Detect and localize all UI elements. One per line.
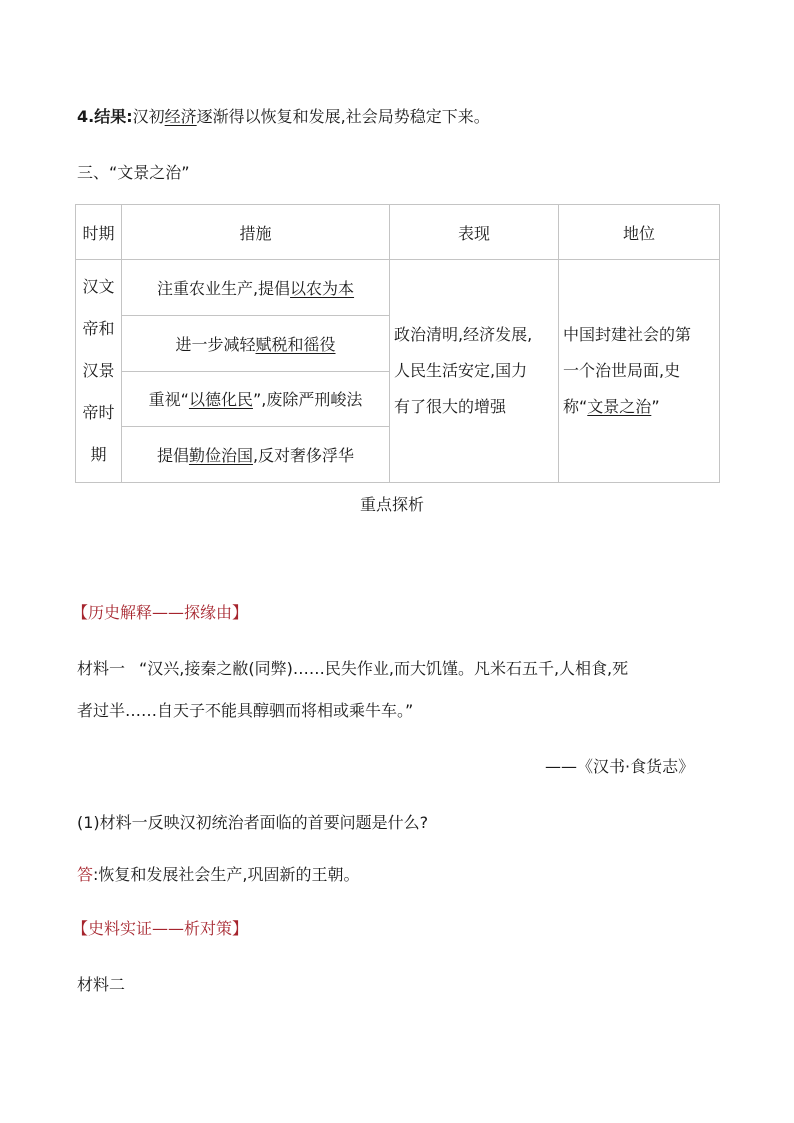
- period-line: 汉景: [82, 361, 115, 380]
- result-line: [77, 106, 490, 128]
- header-measures: 措施: [122, 205, 390, 260]
- measure-underlined: 以农为本: [290, 278, 355, 298]
- result-pre: 汉初: [132, 107, 165, 126]
- status-line: 中国封建社会的第: [563, 325, 692, 344]
- table-header-row: [76, 205, 720, 260]
- measure-post: ”,废除严刑峻法: [252, 390, 363, 410]
- section-title: 三、“文景之治”: [77, 163, 190, 182]
- measure-cell: [122, 371, 390, 427]
- wenjing-table: [75, 204, 720, 483]
- section1-heading: 【历史解释——探缘由】: [72, 603, 249, 622]
- material1-line2: 者过半……自天子不能具醇驷而将相或乘牛车。”: [77, 701, 414, 720]
- status-line: 一个治世局面,史: [563, 361, 681, 380]
- result-underlined: 经济: [164, 107, 197, 126]
- measure-pre: 提倡: [156, 446, 189, 466]
- header-period: 时期: [76, 205, 122, 260]
- performance-line: 人民生活安定,国力: [394, 361, 528, 380]
- material1-line1: [77, 658, 628, 680]
- material2-label: 材料二: [77, 975, 126, 994]
- status-cell: [559, 260, 720, 483]
- material1-source: ——《汉书·食货志》: [545, 757, 695, 776]
- period-cell: [76, 260, 122, 483]
- status-post: ”: [651, 397, 660, 416]
- measure-pre: 进一步减轻: [175, 334, 256, 354]
- measure-underlined: 赋税和徭役: [255, 334, 336, 354]
- period-line: 帝和: [82, 319, 115, 338]
- measure-pre: 重视“: [148, 390, 189, 410]
- performance-line: 政治清明,经济发展,: [394, 325, 533, 344]
- status-underlined: 文景之治: [587, 397, 652, 416]
- answer-label: 答: [77, 865, 94, 884]
- performance-cell: [390, 260, 559, 483]
- answer-text: :恢复和发展社会生产,巩固新的王朝。: [93, 865, 360, 884]
- status-line: [563, 389, 715, 425]
- answer-1: [77, 864, 360, 886]
- header-performance: 表现: [390, 205, 559, 260]
- measure-underlined: 以德化民: [188, 390, 253, 410]
- question-1: (1)材料一反映汉初统治者面临的首要问题是什么?: [77, 813, 429, 832]
- measure-cell: [122, 427, 390, 483]
- performance-line: 有了很大的增强: [394, 397, 507, 416]
- measure-cell: [122, 315, 390, 371]
- status-pre: 称“: [563, 397, 588, 416]
- material1-text1: “汉兴,接秦之敝(同弊)……民失作业,而大饥馑。凡米石五千,人相食,死: [139, 659, 629, 678]
- result-label: 4.结果:: [77, 107, 133, 126]
- section2-heading: 【史料实证——析对策】: [72, 919, 249, 938]
- header-status: 地位: [559, 205, 720, 260]
- measure-pre: 注重农业生产,提倡: [156, 278, 291, 298]
- measure-underlined: 勤俭治国: [188, 446, 253, 466]
- material1-label: 材料一: [77, 659, 126, 678]
- table-row: [76, 260, 720, 316]
- result-post: 逐渐得以恢复和发展,社会局势稳定下来。: [196, 107, 490, 126]
- period-line: 汉文: [82, 277, 115, 296]
- period-line: 帝时: [82, 403, 115, 422]
- key-heading: 重点探析: [360, 495, 425, 514]
- measure-cell: [122, 260, 390, 316]
- measure-post: ,反对奢侈浮华: [252, 446, 355, 466]
- period-line: 期: [90, 445, 107, 464]
